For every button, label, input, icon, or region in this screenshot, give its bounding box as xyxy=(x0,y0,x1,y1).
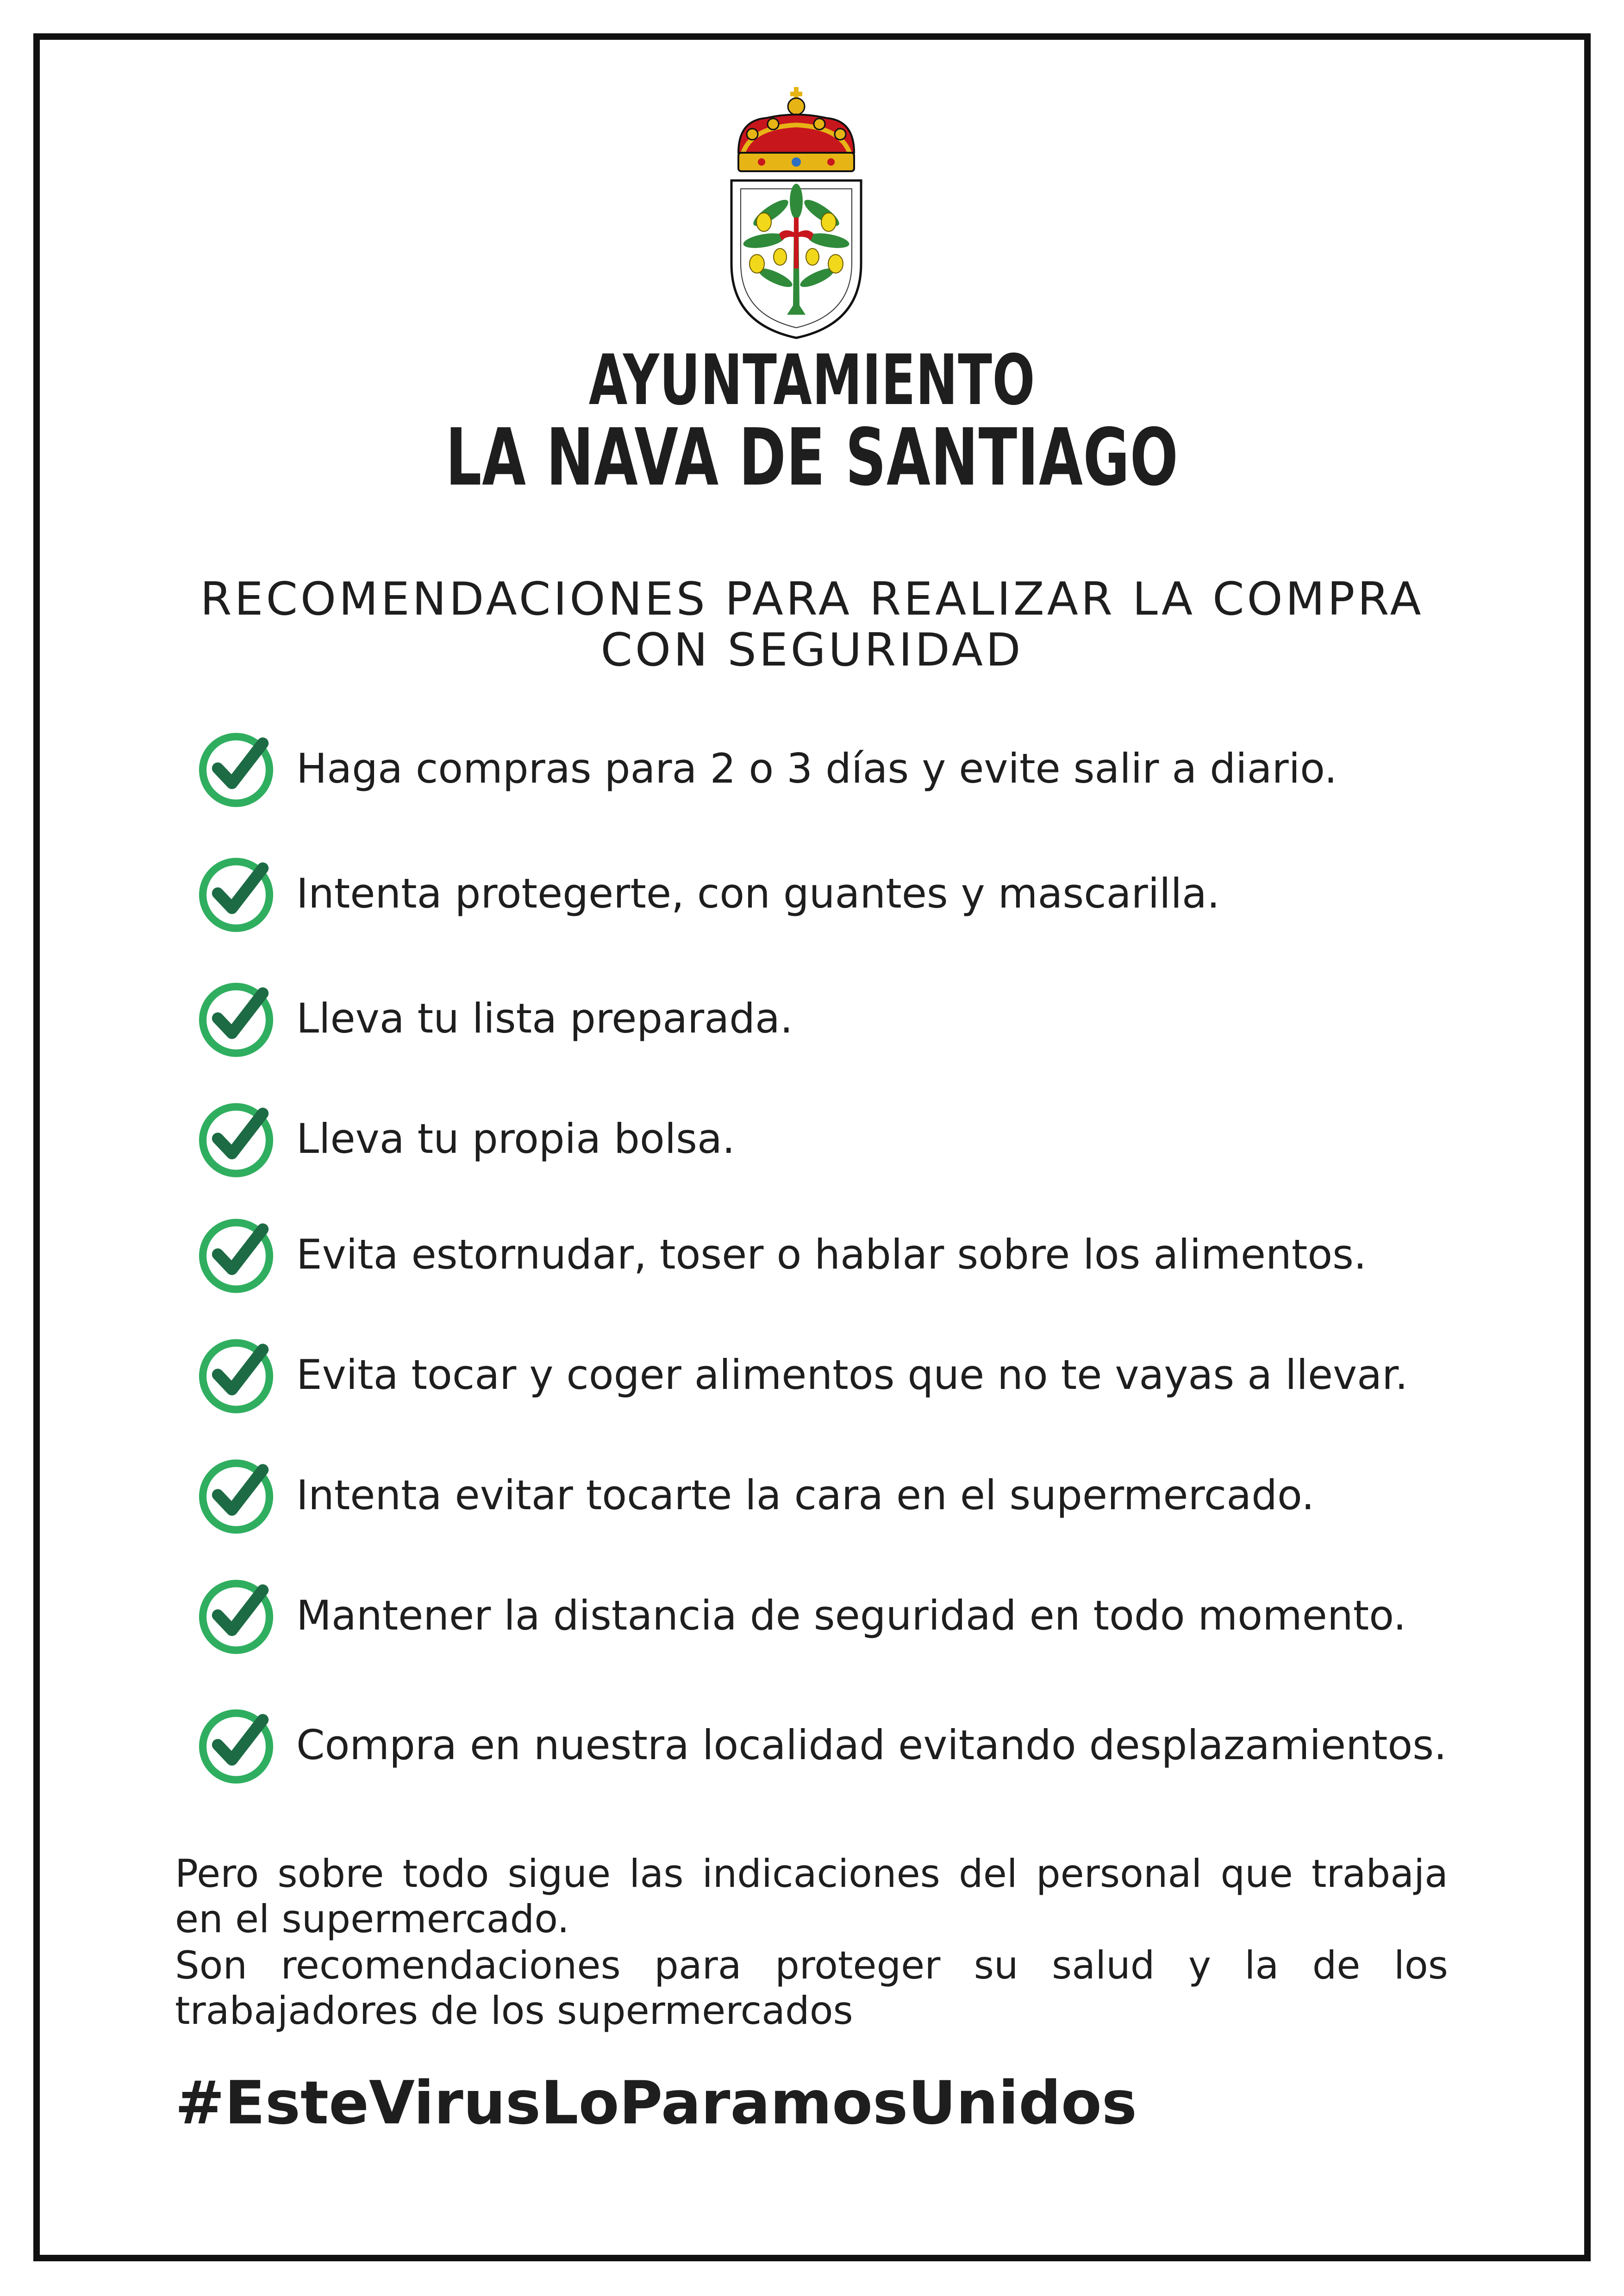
page-title: AYUNTAMIENTO xyxy=(588,340,1036,421)
list-item xyxy=(194,847,1220,940)
list-item-text: Evita estornudar, toser o hablar sobre los alimentos. xyxy=(296,1230,1367,1278)
check-circle-icon xyxy=(194,977,278,1060)
list-item xyxy=(194,1569,1406,1661)
check-circle-icon xyxy=(194,1574,278,1657)
list-item xyxy=(194,1092,735,1185)
coat-of-arms-icon xyxy=(725,83,868,342)
check-circle-icon xyxy=(194,1213,278,1296)
list-item-text: Intenta protegerte, con guantes y mascarilla. xyxy=(296,869,1220,917)
list-item-text: Evita tocar y coger alimentos que no te vayas a llevar. xyxy=(296,1350,1408,1399)
list-item xyxy=(194,1449,1314,1541)
list-item-text: Lleva tu propia bolsa. xyxy=(296,1114,735,1163)
list-item xyxy=(194,722,1337,815)
check-circle-icon xyxy=(194,1097,278,1180)
page-title-town: LA NAVA DE SANTIAGO xyxy=(445,412,1179,504)
check-circle-icon xyxy=(194,1333,278,1416)
hashtag: #EsteVirusLoParamosUnidos xyxy=(175,2069,1137,2138)
list-item xyxy=(194,1208,1367,1300)
list-item-text: Intenta evitar tocarte la cara en el supermercado. xyxy=(296,1471,1315,1519)
check-circle-icon xyxy=(194,1703,278,1786)
list-item xyxy=(194,1699,1447,1791)
check-circle-icon xyxy=(194,1453,278,1537)
list-item-text: Compra en nuestra localidad evitando desplazamientos. xyxy=(296,1721,1447,1769)
section-heading-line2: CON SEGURIDAD xyxy=(600,624,1024,677)
list-item-text: Haga compras para 2 o 3 días y evite salir a diario. xyxy=(296,744,1337,792)
check-circle-icon xyxy=(194,727,278,810)
footer-paragraph: Pero sobre todo sigue las indicaciones del personal que trabaja en el supermercado. xyxy=(175,1851,1448,1941)
list-item-text: Lleva tu lista preparada. xyxy=(296,994,793,1042)
section-heading: RECOMENDACIONES PARA REALIZAR LA COMPRA xyxy=(200,573,1424,626)
check-circle-icon xyxy=(194,852,278,935)
list-item xyxy=(194,1328,1408,1421)
footer-paragraph: Son recomendaciones para proteger su salud y la de los trabajadores de los supermercados xyxy=(175,1943,1448,2033)
list-item-text: Mantener la distancia de seguridad en todo momento. xyxy=(296,1591,1406,1639)
list-item xyxy=(194,972,793,1064)
